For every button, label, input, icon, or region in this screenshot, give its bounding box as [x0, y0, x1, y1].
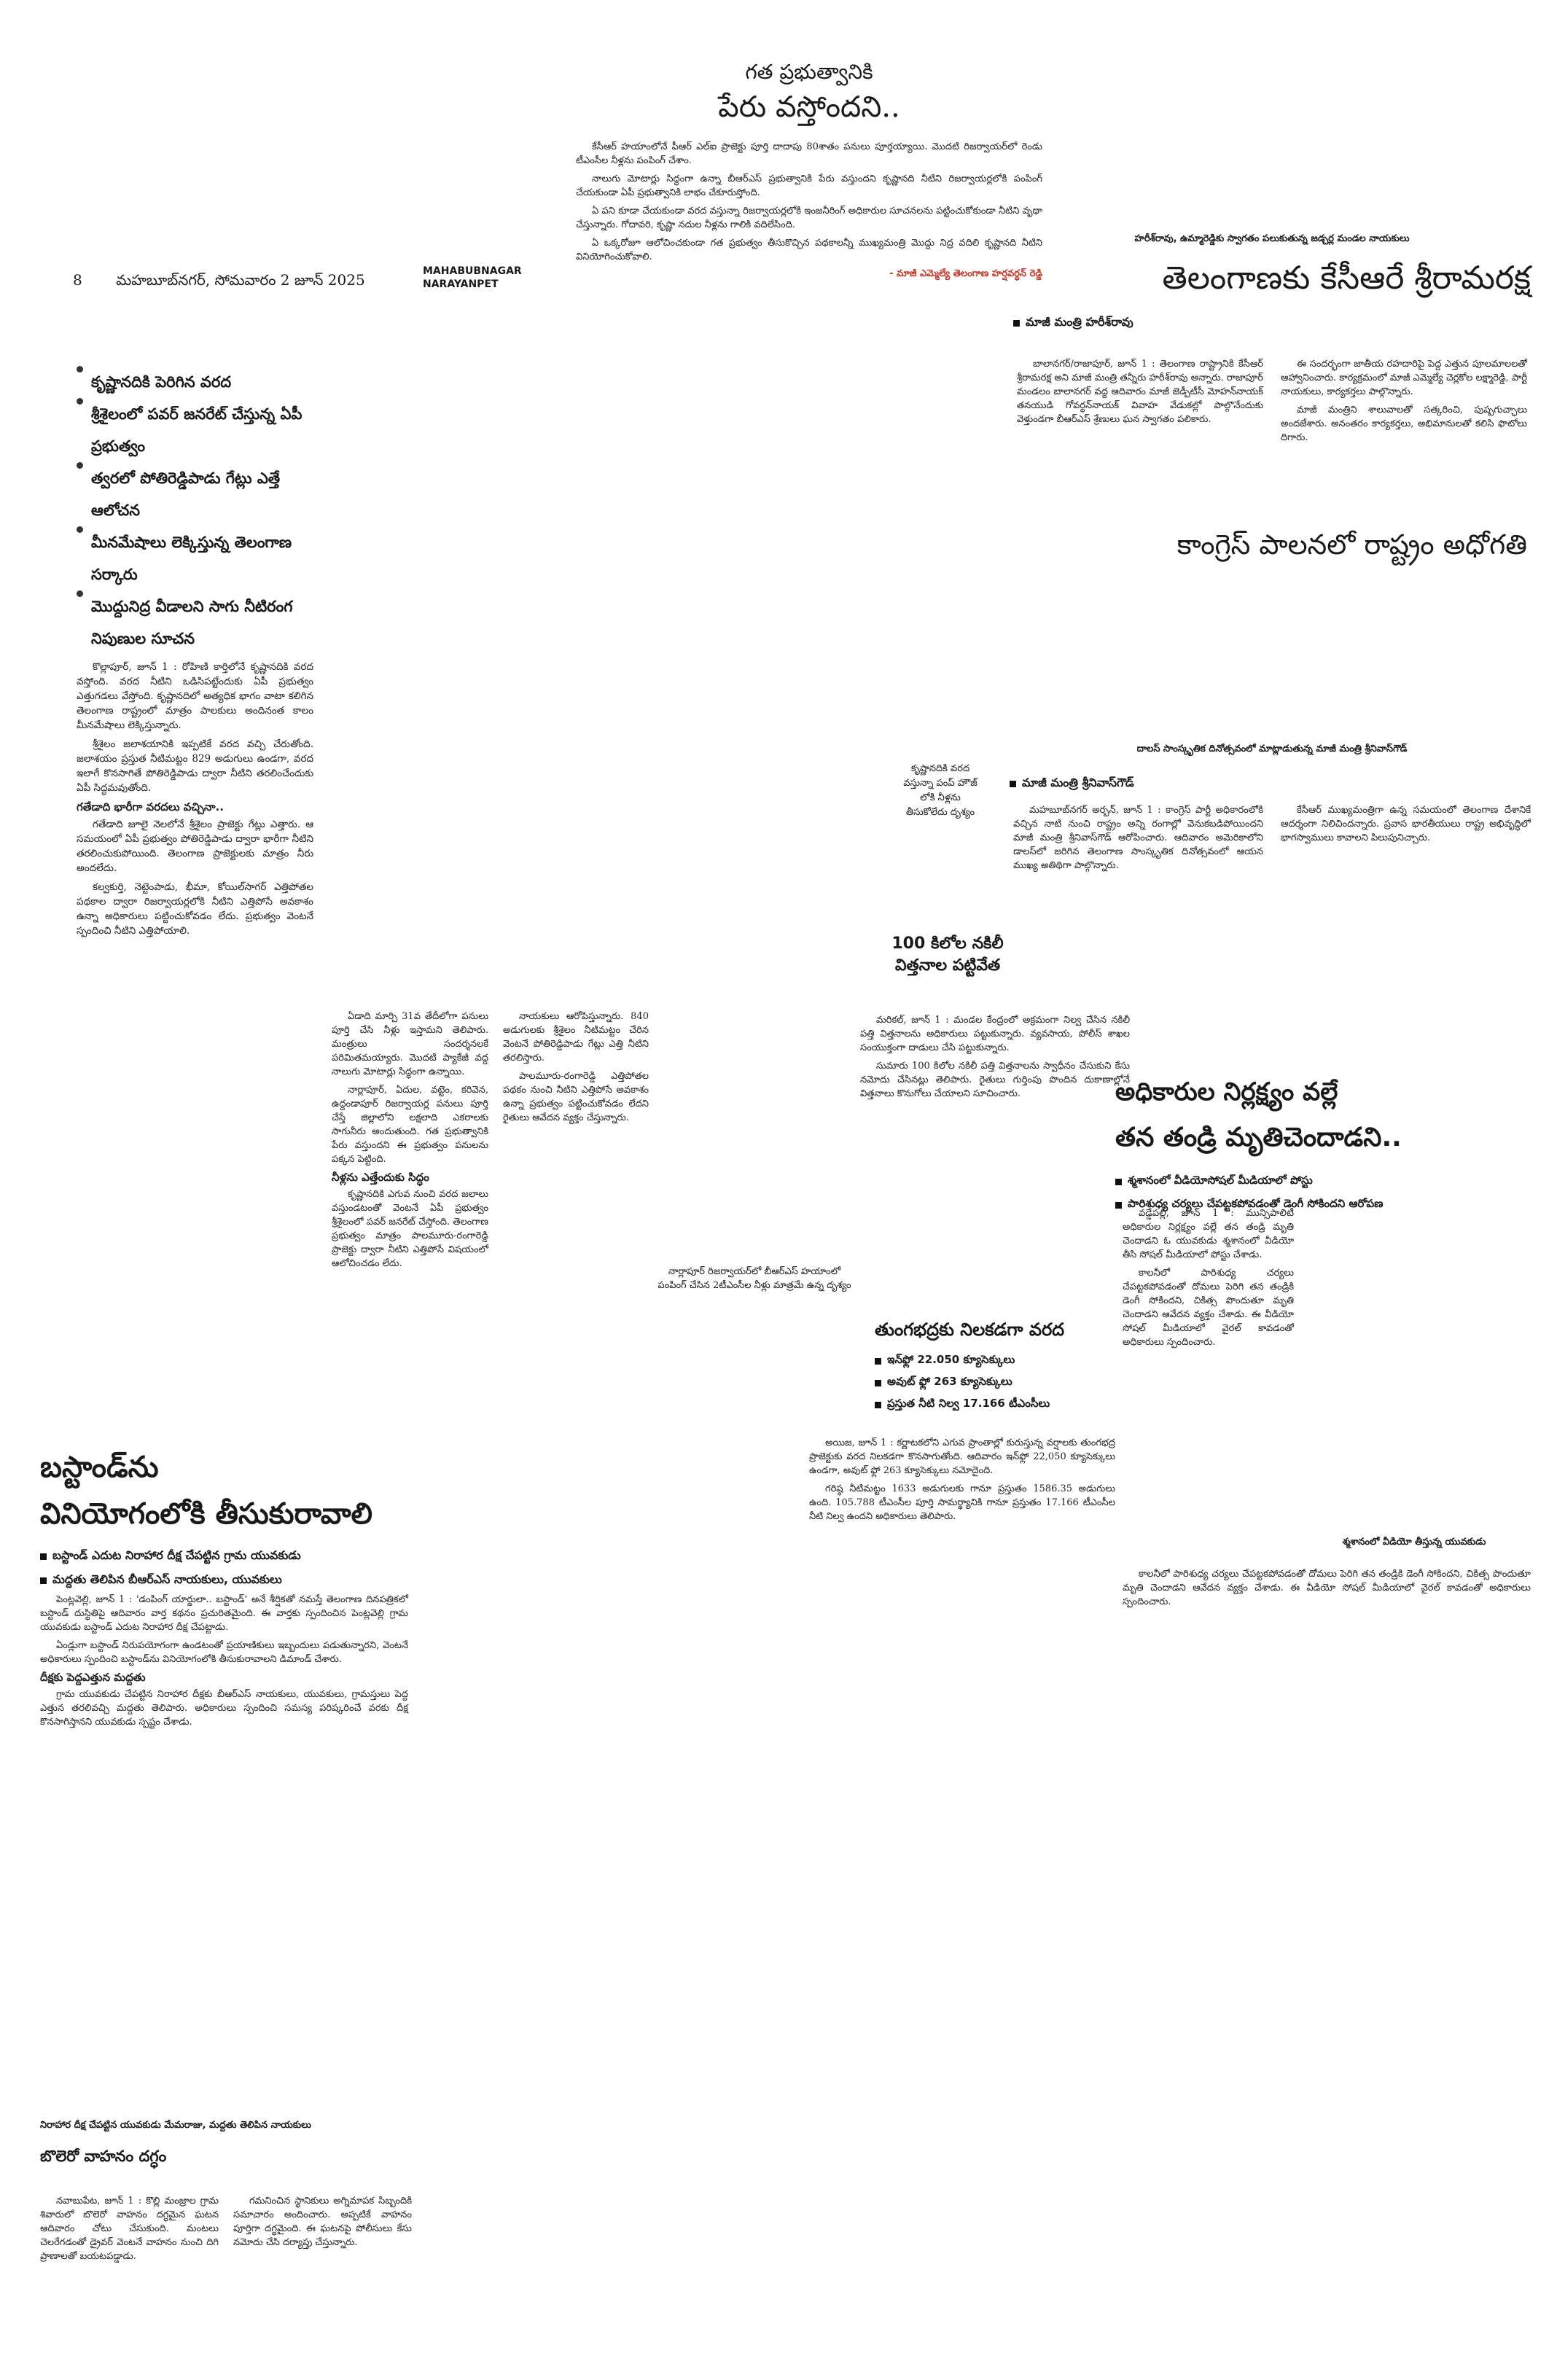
- paragraph: మహబూబ్‌నగర్ అర్బన్, జూన్ 1 : కాంగ్రెస్ పార్టీ అధికారంలోకి వచ్చిన నాటి నుంచి రాష్ట్రం అన్ని రంగాల్లో వెనుకబడిపోయిందని మాజీ మంత్రి శ్రీనివాస్‌గౌడ్ ఆరోపించారు. ఆదివారం అమెరికాలోని డాలస్‌లో జరిగిన తెలంగాణ సాంస్కృతిక దినోత్సవంలో ఆయన ముఖ్య అతిథిగా పాల్గొన్నారు.: [1013, 805, 1263, 871]
- paragraph: గమనించిన స్థానికులు అగ్నిమాపక సిబ్బందికి సమాచారం అందించారు. అప్పటికే వాహనం పూర్తిగా దగ్ధమైంది. ఈ ఘటనపై పోలీసులు కేసు నమోదు చేసి దర్యాప్తు చేస్తున్నారు.: [233, 2196, 412, 2248]
- photo-caption-father: [1305, 1537, 1523, 1550]
- bullet-item: మీనమేషాలు లెక్కిస్తున్న తెలంగాణ సర్కారు: [77, 526, 303, 590]
- edition-line-2: NARAYANPET: [423, 278, 499, 290]
- bullet-item: శ్రీశైలంలో పవర్ జనరేట్ చేస్తున్న ఏపీ ప్రభుత్వం: [77, 398, 303, 462]
- bullet-text: మాజీ మంత్రి శ్రీనివాస్‌గౌడ్: [1022, 776, 1134, 789]
- bus-bullet-1: [40, 1548, 623, 1565]
- paragraph: కొల్లాపూర్, జూన్ 1 : రోహిణి కార్తిలోనే కృష్ణానదికి వరద వస్తోంది. వరద నీటిని ఒడిసిపట్టేందుకు ఏపీ ప్రభుత్వం ఎత్తుగడలు వేస్తోంది. కృష్ణానదిలో అత్యధిక భాగం వాటా కలిగిన తెలంగాణ రాష్ట్రంలో మాత్రం పాలకులు అందినంత కాలం మీనమేషాలు లెక్కిస్తున్నారు.: [77, 661, 313, 731]
- bullet-square-icon: [1115, 1179, 1122, 1185]
- photo-caption-left: [900, 762, 980, 820]
- story-srinivas-kicker: దాలస్ సాంస్కృతిక దినోత్సవంలో మాట్లాడుతున్న మాజీ మంత్రి శ్రీనివాస్‌గౌడ్: [1136, 744, 1408, 754]
- bullet-square-icon: [40, 1577, 47, 1584]
- story-harish-kicker: హరీశ్‌రావు, ఉమ్మారెడ్డికు స్వాగతం పలుకుతున్న జడ్చర్ల మండల నాయకులు: [1134, 233, 1410, 244]
- bullet-item: మొద్దునిద్ర వీడాలని సాగు నీటిరంగ నిపుణుల సూచన: [77, 590, 303, 655]
- bullet-square-icon: [1013, 320, 1020, 327]
- story-top-headline-2: పేరు వస్తోందని..: [718, 90, 900, 124]
- story-father-bullet-1: [1115, 1174, 1538, 1190]
- bullet-text: పారిశుధ్య చర్యలు చేపట్టకపోవడంతో డెంగీ సోకిందని ఆరోపణ: [1128, 1197, 1384, 1210]
- story-100kg-headline: 100 కిలోల నకిలీ విత్తనాల పట్టివేత: [891, 935, 1004, 975]
- page-number: 8: [73, 271, 82, 289]
- caption-text: శ్మశానంలో వీడియో తీస్తున్న యువకుడు: [1342, 1537, 1486, 1548]
- story-tunga-body: [809, 1436, 1115, 1528]
- paragraph: నాయకులు ఆరోపిస్తున్నారు. 840 అడుగులకు శ్రీశైలం నీటిమట్టం చేరిన వెంటనే పోతిరెడ్డిపాడు గేట్లు ఎత్తి నీటిని తరలిస్తారు.: [503, 1011, 649, 1064]
- story-harish-headline-2: కాంగ్రెస్ పాలనలో రాష్ట్రం అధోగతి: [1176, 528, 1527, 561]
- paragraph: పాలమూరు-రంగారెడ్డి ఎత్తిపోతల పథకం నుంచి నీటిని ఎత్తిపోసే అవకాశం ఉన్నా ప్రభుత్వం పట్టించుకోవడం లేదని రైతులు ఆవేదన వ్యక్తం చేస్తున్నారు.: [503, 1071, 649, 1123]
- bullet-text: శ్మశానంలో వీడియోసోషల్ మీడియాలో పోస్టు: [1128, 1174, 1313, 1187]
- left-bullets: [77, 366, 303, 655]
- masthead: [73, 271, 415, 293]
- story-bolero-headline: బొలెరో వాహనం దగ్ధం: [40, 2147, 167, 2165]
- bullet-square-icon: [40, 1553, 47, 1560]
- story-tunga: [875, 1319, 1123, 1413]
- story-bolero-body: [40, 2194, 412, 2263]
- paragraph: గరిష్ఠ నీటిమట్టం 1633 అడుగులకు గానూ ప్రస్తుతం 1586.35 అడుగులు ఉంది. 105.788 టీఎంసీల పూర్తి సామర్థ్యానికి గానూ ప్రస్తుతం 17.166 టీఎంసీల నీటి నిల్వ ఉందని అధికారులు తెలిపారు.: [809, 1483, 1115, 1522]
- story-bolero-kicker: నిరాహార దీక్ష చేపట్టిన యువకుడు మేమరాజు, మద్దతు తెలిపిన నాయకులు: [40, 2120, 311, 2131]
- bullet-square-icon: [875, 1402, 881, 1408]
- paragraph: పెంట్లవెల్లి, జూన్ 1 : 'డంపింగ్ యార్డులా.. బస్టాండ్' అనే శీర్షికతో నమస్తే తెలంగాణ దినపత్రికలో బస్టాండ్ దుస్థితిపై ఆదివారం వార్త కథనం ప్రచురితమైంది. ఈ వార్తకు స్పందించిన పెంట్లవెల్లి గ్రామ యువకుడు బస్టాండ్ ఎదుట నిరాహార దీక్ష చేపట్టాడు.: [40, 1594, 408, 1633]
- story-tunga-headline: తుంగభద్రకు నిలకడగా వరద: [875, 1319, 1065, 1340]
- paragraph: సుమారు 100 కిలోల నకిలీ పత్తి విత్తనాలను స్వాధీనం చేసుకుని కేసు నమోదు చేసినట్లు తెలిపారు. రైతులు గుర్తింపు పొందిన దుకాణాల్లోనే విత్తనాలు కొనుగోలు చేయాలని సూచించారు.: [860, 1061, 1130, 1099]
- dateline: మహబూబ్‌నగర్, సోమవారం 2 జూన్ 2025: [116, 271, 365, 289]
- bullet-text: మాజీ మంత్రి హరీశ్‌రావు: [1026, 315, 1133, 329]
- paragraph: మరికల్, జూన్ 1 : మండల కేంద్రంలో అక్రమంగా నిల్వ చేసిన నకిలీ పత్తి విత్తనాలను అధికారులు పట్టుకున్నారు. వ్యవసాయ, పోలీస్ శాఖల సంయుక్తంగా దాడులు చేసి పట్టుకున్నారు.: [860, 1015, 1130, 1053]
- paragraph: గతేడాది జూలై నెలలోనే శ్రీశైలం ప్రాజెక్టు గేట్లు ఎత్తారు. ఆ సమయంలో ఏపీ ప్రభుత్వం పోతిరెడ్డిపాడు ద్వారా భారీగా నీటిని తరలించుకుపోయింది. తెలంగాణ ప్రాజెక్టులకు మాత్రం నీరు అందలేదు.: [77, 819, 313, 874]
- paragraph: కల్వకుర్తి, నెట్టెంపాడు, భీమా, కోయిల్‌సాగర్ ఎత్తిపోతల పథకాల ద్వారా రిజర్వాయర్లలోకి నీటిని ఎత్తిపోసే అవకాశం ఉన్నా అధికారులు పట్టించుకోవడం లేదు. ప్రభుత్వం వెంటనే స్పందించి నీటిని ఎత్తిపోయాలి.: [77, 881, 313, 937]
- story-srinivas-body: [1013, 803, 1531, 873]
- paragraph: కాలనీలో పారిశుధ్య చర్యలు చేపట్టకపోవడంతో దోమలు పెరిగి తన తండ్రికి డెంగీ సోకిందని, చికిత్స పొందుతూ మృతి చెందాడని ఆవేదన వ్యక్తం చేశాడు. ఈ వీడియో సోషల్ మీడియాలో వైరల్ కావడంతో అధికారులు స్పందించారు.: [1123, 1268, 1294, 1348]
- paragraph: నార్లాపూర్, ఏదుల, వట్టెం, కరివెన, ఉద్దండాపూర్ రిజర్వాయర్ల పనులు పూర్తి చేస్తే జిల్లాలోని లక్షలాది ఎకరాలకు సాగునీరు అందుతుంది. గత ప్రభుత్వానికి పేరు వస్తుందని ఈ ప్రభుత్వం పనులను పక్కన పెట్టింది.: [332, 1085, 488, 1165]
- paragraph: కేసీఆర్ హయాంలోనే పీఆర్ ఎల్ఐ ప్రాజెక్టు పూర్తి దాదాపు 80శాతం పనులు పూర్తయ్యాయి. మొదటి రిజర్వాయర్‌లో రెండు టీఎంసీల నీళ్లను పంపింగ్ చేశాం.: [576, 141, 1042, 166]
- paragraph: కృష్ణానదికి ఎగువ నుంచి వరద జలాలు వస్తుండటంతో వెంటనే ఏపీ ప్రభుత్వం శ్రీశైలంలో పవర్ జనరేట్ చేస్తోంది. తెలంగాణ ప్రభుత్వం మాత్రం పాలమూరు-రంగారెడ్డి ప్రాజెక్టు ద్వారా నీటిని ఎత్తిపోసే విషయంలో ఆలోచించడం లేదు.: [332, 1189, 488, 1269]
- caption-text: నార్లాపూర్ రిజర్వాయర్‌లో బీఆర్ఎస్ హయాంలో పంపింగ్ చేసిన 2టీఎంసీల నీళ్లు మాత్రమే ఉన్న దృశ్యం: [657, 1266, 851, 1291]
- story-top-headline-1: గత ప్రభుత్వానికి: [745, 60, 873, 84]
- story-bus: [40, 1451, 623, 1589]
- paragraph: నవాబుపేట, జూన్ 1 : కొల్లి మంజ్రాల గ్రామ శివారులో బొలెరో వాహనం దగ్ధమైన ఘటన ఆదివారం చోటు చేసుకుంది. మంటలు చెలరేగడంతో డ్రైవర్ వెంటనే వాహనం నుంచి దిగి ప్రాణాలతో బయటపడ్డాడు.: [40, 2196, 219, 2262]
- paragraph: శ్రీశైలం జలాశయానికి ఇప్పటికే వరద వచ్చి చేరుతోంది. జలాశయం ప్రస్తుత నీటిమట్టం 829 అడుగులు ఉండగా, వరద ఇలాగే కొనసాగితే పోతిరెడ్డిపాడు ద్వారా నీటిని తరలించేందుకు ఏపీ సిద్ధమవుతోంది.: [77, 738, 313, 794]
- story-father-headline-1: అధికారుల నిర్లక్ష్యం వల్లే: [1115, 1077, 1338, 1107]
- story-top: [576, 60, 1042, 281]
- column-mid: [332, 1010, 488, 1275]
- caption-text: కృష్ణానదికి వరద వస్తున్నా పంప్ హౌజ్ లోకి నీళ్లను తీసుకోలేదు దృశ్యం: [903, 763, 977, 818]
- edition-line-1: MAHABUBNAGAR: [423, 265, 522, 277]
- story-harish-headline: తెలంగాణకు కేసీఆరే శ్రీరామరక్ష: [1162, 260, 1531, 297]
- story-harish: [1013, 233, 1531, 332]
- story-100kg: [875, 933, 1021, 977]
- paragraph: ఏ పని కూడా చేయకుండా వరద వస్తున్నా రిజర్వాయర్లలోకి ఇంజనీరింగ్ అధికారుల సూచనలను పట్టించుకోకుండా నీటిని వృథా చేస్తున్నారు. గోదావరి, కృష్ణా నదుల నీళ్లను గాలికి వదిలేసింది.: [576, 206, 1042, 230]
- story-harish-bullet: [1013, 315, 1531, 332]
- tunga-bullet-3: [875, 1397, 1123, 1413]
- story-father-headline-2: తన తండ్రి మృతిచెందాడని..: [1115, 1123, 1402, 1152]
- paragraph: అయిజ, జూన్ 1 : కర్ణాటకలోని ఎగువ ప్రాంతాల్లో కురుస్తున్న వర్షాలకు తుంగభద్ర ప్రాజెక్టుకు వరద నిలకడగా కొనసాగుతోంది. ఆదివారం ఇన్‌ఫ్లో 22,050 క్యూసెక్కులు ఉండగా, అవుట్ ఫ్లో 263 క్యూసెక్కులు నమోదైంది.: [809, 1437, 1115, 1476]
- paragraph: వడ్డేపల్లి, జూన్ 1 : మున్సిపాలిటీ అధికారుల నిర్లక్ష్యం వల్లే తన తండ్రి మృతి చెందాడని ఓ యువకుడు శ్మశానంలో వీడియో తీసి సోషల్ మీడియాలో పోస్టు చేశాడు.: [1123, 1208, 1294, 1260]
- paragraph: కాలనీలో పారిశుధ్య చర్యలు చేపట్టకపోవడంతో దోమలు పెరిగి తన తండ్రికి డెంగీ సోకిందని, చికిత్స పొందుతూ మృతి చెందాడని ఆవేదన వ్యక్తం చేశాడు. ఈ వీడియో సోషల్ మీడియాలో వైరల్ కావడంతో అధికారులు స్పందించారు.: [1123, 1569, 1531, 1607]
- story-harish-body: [1017, 357, 1527, 445]
- story-bus-subhead: దీక్షకు పెద్దఎత్తున మద్దతు: [40, 1671, 146, 1684]
- tunga-bullet-2: [875, 1375, 1123, 1391]
- story-bus-body: [40, 1593, 408, 1733]
- paragraph: మాజీ మంత్రిని శాలువాలతో సత్కరించి, పుష్పగుచ్ఛాలు అందజేశారు. అనంతరం కార్యకర్తలు, అభిమానులతో కలిసి ఫొటోలు దిగారు.: [1281, 405, 1527, 443]
- story-bus-headline-1: బస్టాండ్‌ను: [40, 1451, 159, 1484]
- paragraph: గ్రామ యువకుడు చేపట్టిన నిరాహార దీక్షకు బీఆర్ఎస్ నాయకులు, యువకులు, గ్రామస్తులు పెద్ద ఎత్తున తరలివచ్చి మద్దతు తెలిపారు. అధికారులు స్పందించి సమస్య పరిష్కరించే వరకు దీక్ష కొనసాగిస్తానని యువకుడు స్పష్టం చేశాడు.: [40, 1689, 408, 1728]
- edition-label: [423, 265, 522, 291]
- photo-caption-narlapur: [656, 1265, 853, 1292]
- story-bus-headline-2: వినియోగంలోకి తీసుకురావాలి: [40, 1497, 372, 1531]
- bullet-item: త్వరలో పోతిరెడ్డిపాడు గేట్లు ఎత్తే ఆలోచన: [77, 462, 303, 526]
- bullet-square-icon: [875, 1380, 881, 1386]
- story-100kg-body: [860, 1013, 1130, 1105]
- bullet-square-icon: [1010, 781, 1016, 787]
- paragraph: ఈ సందర్భంగా జాతీయ రహదారిపై పెద్ద ఎత్తున పూలమాలలతో ఆహ్వానించారు. కార్యక్రమంలో మాజీ ఎమ్మెల్యే చెర్లకోల లక్ష్మారెడ్డి, పార్టీ నాయకులు, కార్యకర్తలు పాల్గొన్నారు.: [1281, 359, 1527, 397]
- paragraph: ఏండ్లుగా బస్టాండ్ నిరుపయోగంగా ఉండటంతో ప్రయాణికులు ఇబ్బందులు పడుతున్నారని, వెంటనే అధికారులు స్పందించి బస్టాండ్‌ను వినియోగంలోకి తీసుకురావాలని డిమాండ్ చేశారు.: [40, 1640, 408, 1665]
- paragraph: ఏ ఒక్కరోజూ ఆలోచించకుండా గత ప్రభుత్వం తీసుకొచ్చిన పథకాలన్నీ ముఖ్యమంత్రి మొద్దు నిద్ర వదిలి కృష్ణానది నీటిని వినియోగించుకోవాలి.: [576, 238, 1042, 262]
- bullet-text: అవుట్ ఫ్లో 263 క్యూసెక్కులు: [887, 1375, 1012, 1388]
- story-top-body: [576, 140, 1042, 264]
- story-father-body: [1123, 1206, 1294, 1354]
- bullet-text: మద్దతు తెలిపిన బీఆర్ఎస్ నాయకులు, యువకులు: [52, 1572, 282, 1586]
- paragraph: కేసీఆర్ ముఖ్యమంత్రిగా ఉన్న సమయంలో తెలంగాణ దేశానికే ఆదర్శంగా నిలిచిందన్నారు. ప్రవాస భారతీయులు రాష్ట్ర అభివృద్ధిలో భాగస్వాములు కావాలని పిలుపునిచ్చారు.: [1281, 805, 1531, 843]
- left-column-body: [77, 660, 313, 943]
- story-top-byline: - మాజీ ఎమ్మెల్యే తెలంగాణ హర్షవర్ధన్ రెడ్డి: [889, 268, 1042, 279]
- story-father-body-wide: [1123, 1567, 1531, 1613]
- bullet-item: కృష్ణానదికి పెరిగిన వరద: [77, 366, 303, 398]
- tunga-bullet-1: [875, 1353, 1123, 1369]
- story-srinivas-bullet: [1010, 776, 1534, 792]
- bus-bullet-2: [40, 1572, 623, 1589]
- story-srinivas: [1010, 744, 1534, 792]
- bullet-text: ప్రస్తుత నీటి నిల్వ 17.166 టీఎంసీలు: [887, 1397, 1050, 1410]
- bullet-text: ఇన్‌ఫ్లో 22.050 క్యూసెక్కులు: [887, 1353, 1015, 1366]
- story-father: [1115, 1077, 1538, 1213]
- bullet-square-icon: [1115, 1202, 1122, 1209]
- column-mid-subhead: నీళ్లను ఎత్తేందుకు సిద్ధం: [332, 1171, 429, 1184]
- paragraph: నాలుగు మోటార్లు సిద్ధంగా ఉన్నా బీఆర్ఎస్ ప్రభుత్వానికి పేరు వస్తుందని కృష్ణానది నీటిని రిజర్వాయర్లలోకి పంపింగ్ చేయకుండా ఏపీ ప్రభుత్వానికి లాభం చేకూరుస్తోంది.: [576, 173, 1042, 198]
- left-column-subhead: గతేడాది భారీగా వరదలు వచ్చినా..: [77, 800, 224, 814]
- bullet-text: బస్టాండ్ ఎదుట నిరాహార దీక్ష చేపట్టిన గ్రామ యువకుడు: [52, 1548, 301, 1562]
- paragraph: బాలానగర్/రాజాపూర్, జూన్ 1 : తెలంగాణ రాష్ట్రానికి కేసీఆర్ శ్రీరామరక్ష అని మాజీ మంత్రి తన్నీరు హరీశ్‌రావు అన్నారు. రాజాపూర్ మండలం బాలానగర్ వద్ద ఆదివారం మాజీ జెడ్పీటీసీ మోహన్‌నాయక్ తనయుడి గోవర్ధన్‌నాయక్ వివాహ వేడుకల్లో పాల్గొనేందుకు వెళ్తుండగా బీఆర్ఎస్ శ్రేణులు ఘన స్వాగతం పలికారు.: [1017, 359, 1263, 425]
- paragraph: ఏడాది మార్చి 31వ తేదీలోగా పనులు పూర్తి చేసి నీళ్లు ఇస్తామని తెలిపారు. మంత్రులు సందర్శనలకే పరిమితమయ్యారు. మొదటి ప్యాకేజీ వద్ద నాలుగు మోటార్లు సిద్ధంగా ఉన్నాయి.: [332, 1011, 488, 1077]
- story-bolero: [40, 2120, 419, 2169]
- column-right-a: [503, 1010, 649, 1129]
- bullet-square-icon: [875, 1358, 881, 1365]
